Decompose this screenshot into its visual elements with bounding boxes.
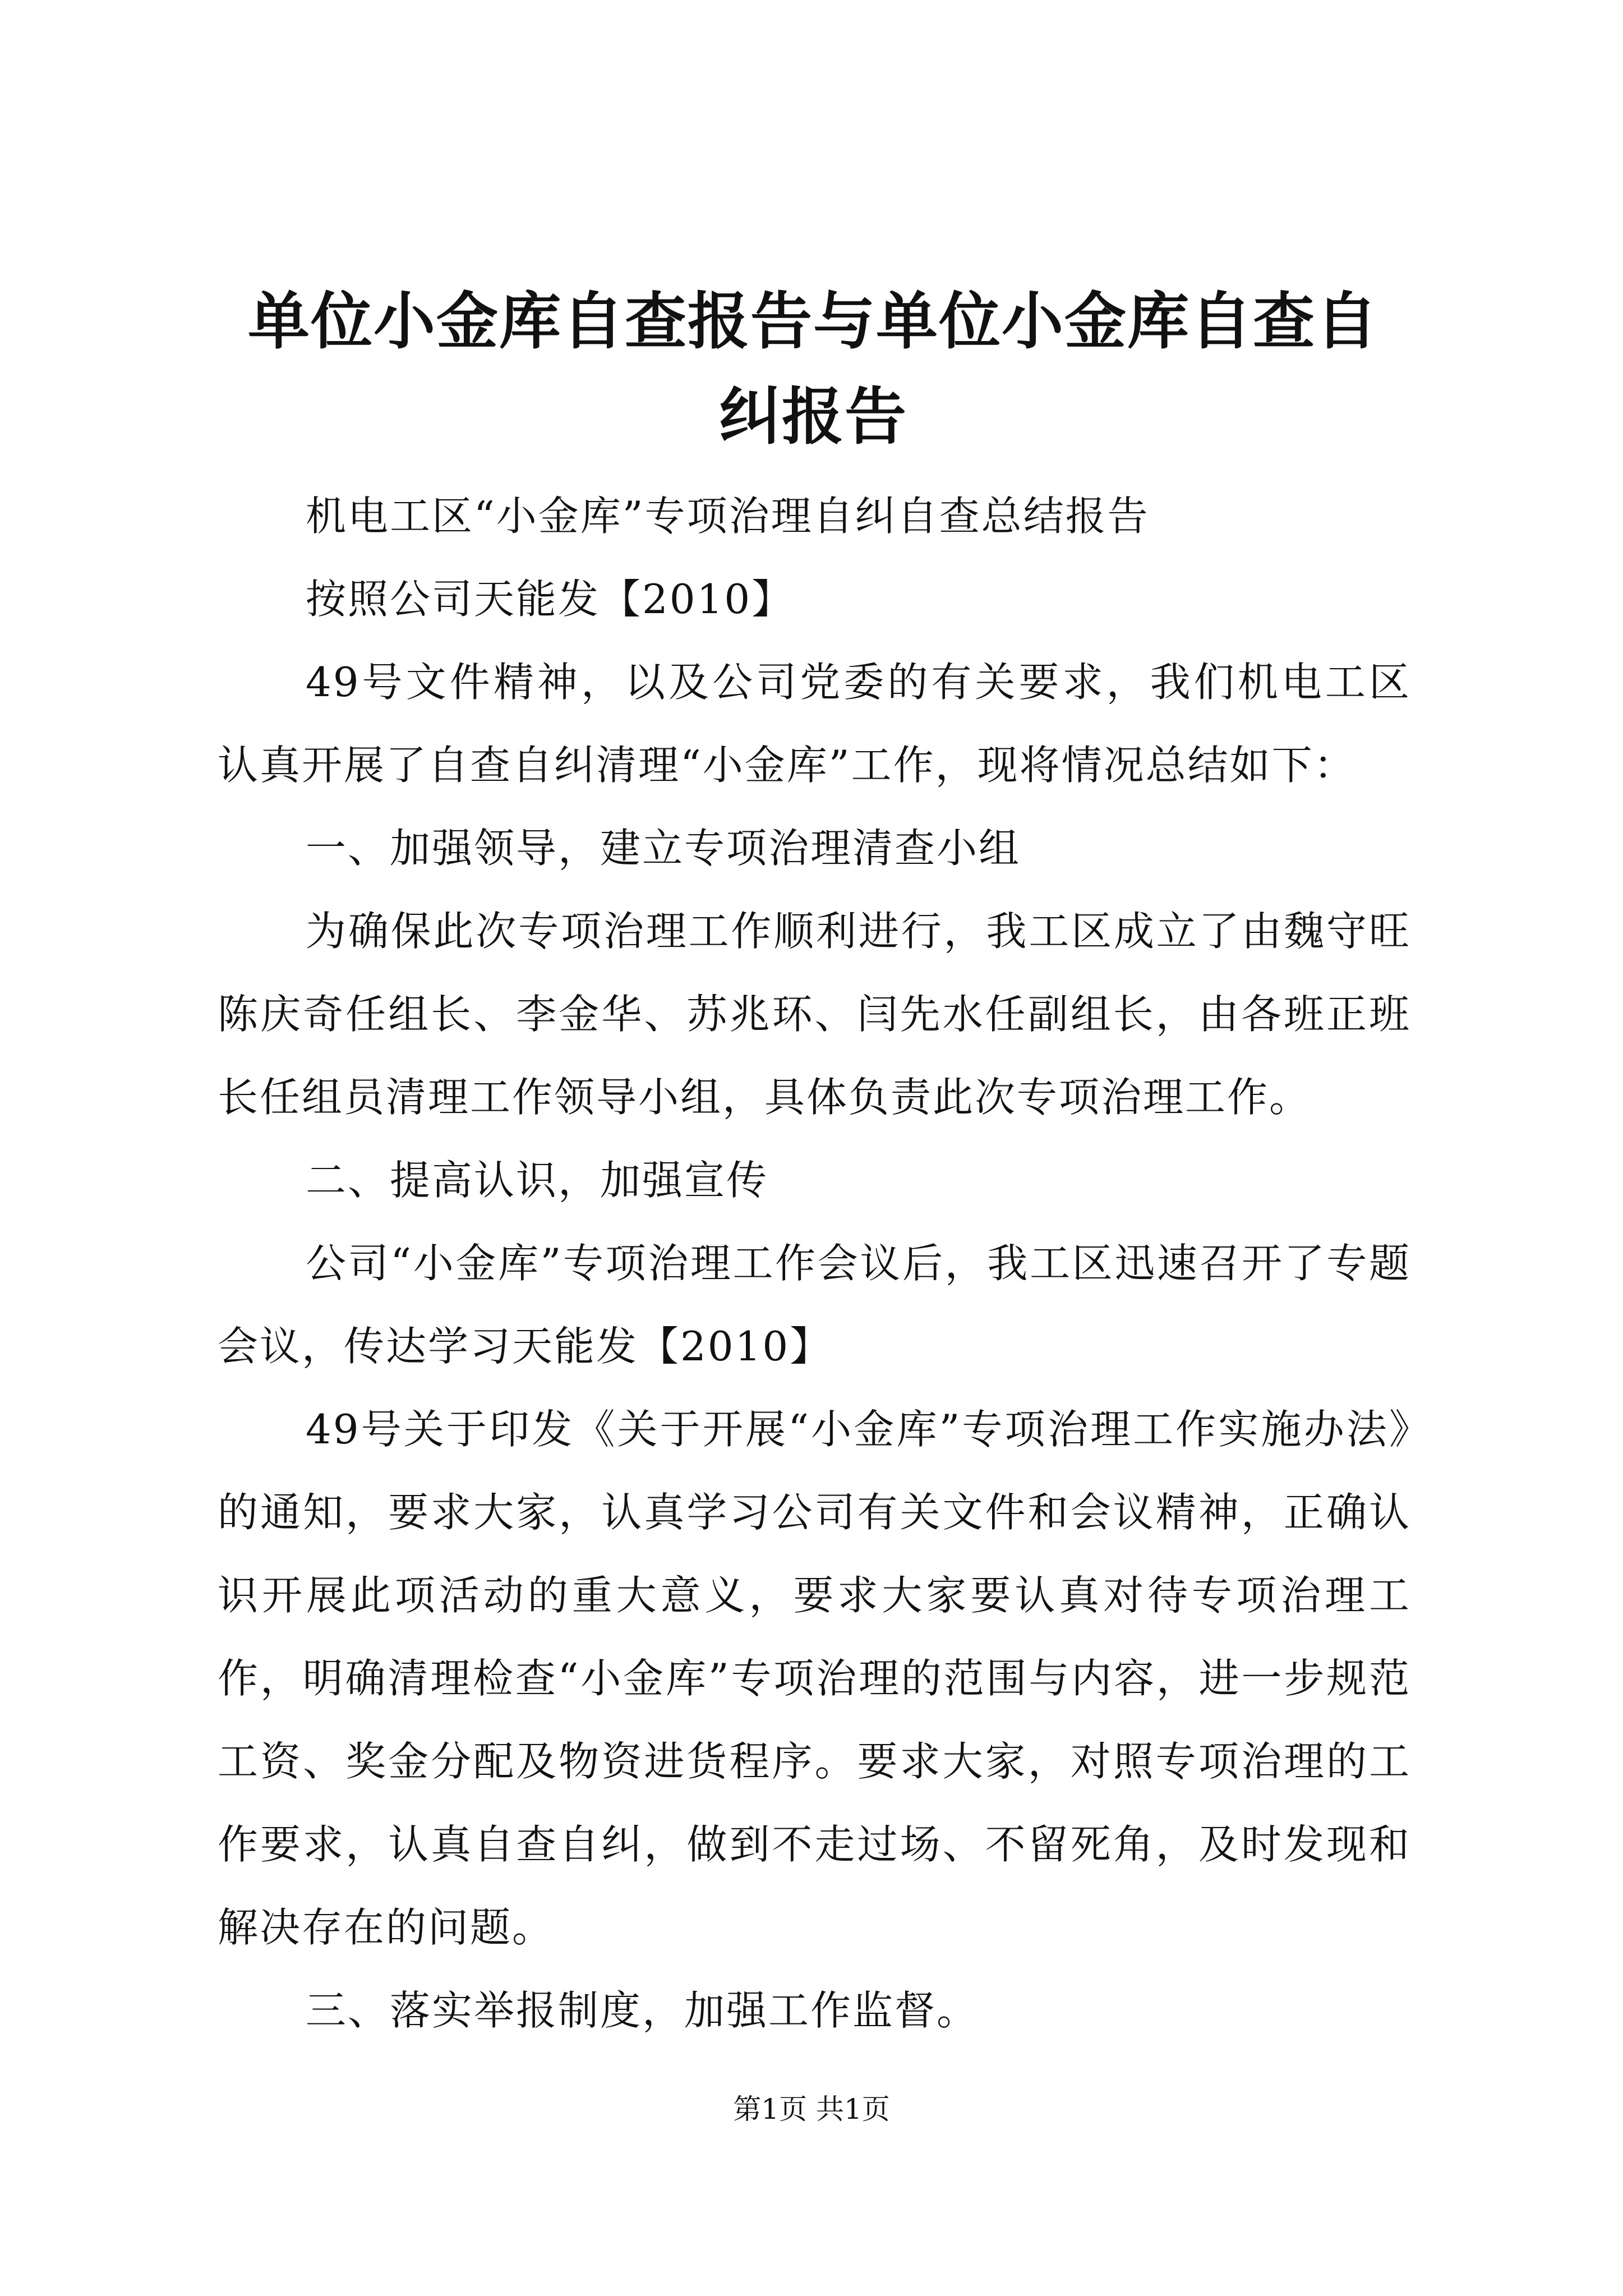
- document-title: 单位小金库自查报告与单位小金库自查自纠报告: [248, 285, 1378, 453]
- paragraph: 49号关于印发《关于开展“小金库”专项治理工作实施办法》的通知，要求大家，认真学习公司有关文件和会议精神，正确认识开展此项活动的重大意义，要求大家要认真对待专项治理工作，明确清理检查“小金库”专项治理的范围与内容，进一步规范工资、奖金分配及物资进货程序。要求大家，对照专项治理的工作要求，认真自查自纠，做到不走过场、不留死角，及时发现和解决存在的问题。: [218, 1406, 1411, 1951]
- paragraph: 49号文件精神，以及公司党委的有关要求，我们机电工区认真开展了自查自纠清理“小金库”工作，现将情况总结如下：: [218, 659, 1411, 789]
- section-heading: 三、落实举报制度，加强工作监督。: [306, 1987, 979, 2034]
- paragraph: 为确保此次专项治理工作顺利进行，我工区成立了由魏守旺陈庆奇任组长、李金华、苏兆环、闫先水任副组长，由各班正班长任组员清理工作领导小组，具体负责此次专项治理工作。: [218, 908, 1411, 1121]
- page-footer: 第1页 共1页: [733, 2093, 890, 2125]
- paragraph: 按照公司天能发【2010】: [306, 576, 794, 623]
- section-heading: 一、加强领导，建立专项治理清查小组: [306, 825, 1021, 872]
- paragraph: 公司“小金库”专项治理工作会议后，我工区迅速召开了专题会议，传达学习天能发【2010】: [218, 1240, 1411, 1370]
- paragraph: 机电工区“小金库”专项治理自纠自查总结报告: [306, 493, 1150, 540]
- section-heading: 二、提高认识，加强宣传: [306, 1157, 769, 1204]
- document-body: [218, 475, 1411, 2052]
